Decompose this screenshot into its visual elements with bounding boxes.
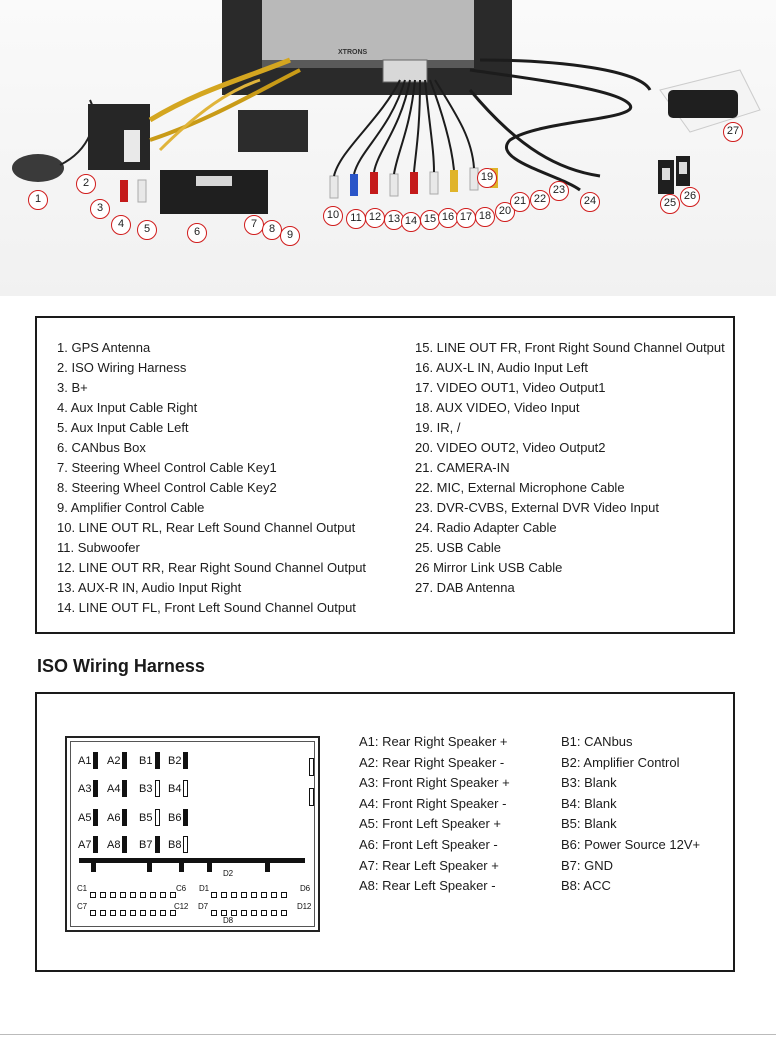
list-item: A6: Front Left Speaker - xyxy=(359,836,498,852)
label-c12: C12 xyxy=(174,902,189,911)
pin-a5 xyxy=(93,809,98,826)
pin-label-b6: B6 xyxy=(168,812,182,824)
pin-row-d1-d6 xyxy=(211,885,291,894)
callout-9: 9 xyxy=(280,226,300,246)
list-item: 8. Steering Wheel Control Cable Key2 xyxy=(57,480,277,495)
list-item: 3. B+ xyxy=(57,380,88,395)
pin-row-d7-d12 xyxy=(211,903,291,912)
pin-list-b xyxy=(561,732,700,897)
port-block xyxy=(383,60,427,82)
list-item: 2. ISO Wiring Harness xyxy=(57,360,187,375)
product-photo xyxy=(0,0,776,296)
list-item: 27. DAB Antenna xyxy=(415,580,515,595)
callout-6: 6 xyxy=(187,223,207,243)
list-item: 7. Steering Wheel Control Cable Key1 xyxy=(57,460,277,475)
label-d7: D7 xyxy=(198,902,208,911)
head-unit-chassis xyxy=(262,0,474,62)
pin-row-c1-c6 xyxy=(90,885,180,894)
list-item: 22. MIC, External Microphone Cable xyxy=(415,480,625,495)
list-item: A2: Rear Right Speaker - xyxy=(359,754,505,770)
iso-box xyxy=(35,692,735,972)
cable-illustration xyxy=(0,0,776,296)
label-c6: C6 xyxy=(176,884,186,893)
list-item: 24. Radio Adapter Cable xyxy=(415,520,557,535)
callout-5: 5 xyxy=(137,220,157,240)
callout-25: 25 xyxy=(660,194,680,214)
list-item: 20. VIDEO OUT2, Video Output2 xyxy=(415,440,606,455)
connector-rail xyxy=(79,858,305,863)
pin-a8 xyxy=(122,836,127,853)
list-item: 21. CAMERA-IN xyxy=(415,460,510,475)
label-c1: C1 xyxy=(77,884,87,893)
list-item: 25. USB Cable xyxy=(415,540,501,555)
pin-label-a1: A1 xyxy=(78,755,92,767)
callout-19: 19 xyxy=(477,168,497,188)
callout-10: 10 xyxy=(323,206,343,226)
list-item: 16. AUX-L IN, Audio Input Left xyxy=(415,360,588,375)
callout-27: 27 xyxy=(723,122,743,142)
pin-label-a6: A6 xyxy=(107,812,121,824)
callout-12: 12 xyxy=(365,208,385,228)
list-item: 5. Aux Input Cable Left xyxy=(57,420,189,435)
pin-a3 xyxy=(93,780,98,797)
list-item: B1: CANbus xyxy=(561,734,633,749)
pin-b6 xyxy=(183,809,188,826)
dab-antenna xyxy=(668,90,738,118)
list-item: 12. LINE OUT RR, Rear Right Sound Channel Output xyxy=(57,560,367,575)
adapter-box xyxy=(238,110,308,152)
callout-4: 4 xyxy=(111,215,131,235)
bottom-divider xyxy=(0,1034,776,1035)
callout-16: 16 xyxy=(438,208,458,228)
list-item: 1. GPS Antenna xyxy=(57,340,151,355)
list-item: A4: Front Right Speaker - xyxy=(359,795,507,811)
pin-a4 xyxy=(122,780,127,797)
list-item: A1: Rear Right Speaker + xyxy=(359,734,508,749)
pin-a2 xyxy=(122,752,127,769)
callout-7: 7 xyxy=(244,215,264,235)
pin-a7 xyxy=(93,836,98,853)
pin-label-a8: A8 xyxy=(107,839,121,851)
iso-plug xyxy=(88,104,150,170)
parts-list-left xyxy=(57,338,366,618)
pin-b1 xyxy=(155,752,160,769)
parts-list-right xyxy=(415,338,725,598)
label-d1: D1 xyxy=(199,884,209,893)
pin-list-a xyxy=(359,732,510,897)
pin-label-b7: B7 xyxy=(139,839,153,851)
callout-8: 8 xyxy=(262,220,282,240)
label-d8: D8 xyxy=(223,916,233,925)
list-item: B2: Amplifier Control xyxy=(561,754,680,770)
list-item: B6: Power Source 12V+ xyxy=(561,836,701,852)
list-item: B5: Blank xyxy=(561,816,617,832)
label-d12: D12 xyxy=(297,902,312,911)
callout-1: 1 xyxy=(28,190,48,210)
callout-2: 2 xyxy=(76,174,96,194)
rail-tick xyxy=(91,860,96,872)
list-item: 18. AUX VIDEO, Video Input xyxy=(415,400,580,415)
pin-label-a4: A4 xyxy=(107,783,121,795)
list-item: 9. Amplifier Control Cable xyxy=(57,500,205,515)
rail-tick xyxy=(207,860,212,872)
gps-antenna xyxy=(12,154,64,182)
list-item: A5: Front Left Speaker + xyxy=(359,816,501,832)
callout-23: 23 xyxy=(549,181,569,201)
callout-14: 14 xyxy=(401,212,421,232)
list-item: 23. DVR-CVBS, External DVR Video Input xyxy=(415,500,659,515)
callout-15: 15 xyxy=(420,210,440,230)
pin-label-a2: A2 xyxy=(107,755,121,767)
callout-3: 3 xyxy=(90,199,110,219)
list-item: A3: Front Right Speaker + xyxy=(359,775,510,791)
list-item: 17. VIDEO OUT1, Video Output1 xyxy=(415,380,606,395)
pin-b4 xyxy=(183,780,188,797)
pin-label-b5: B5 xyxy=(139,812,153,824)
callout-21: 21 xyxy=(510,192,530,212)
list-item: 15. LINE OUT FR, Front Right Sound Channel Output xyxy=(415,340,725,355)
rail-tick xyxy=(147,860,152,872)
list-item: B4: Blank xyxy=(561,795,617,811)
pin-label-b2: B2 xyxy=(168,755,182,767)
list-item: 4. Aux Input Cable Right xyxy=(57,400,198,415)
pin-label-a7: A7 xyxy=(78,839,92,851)
list-item: 11. Subwoofer xyxy=(57,540,140,555)
label-c7: C7 xyxy=(77,902,87,911)
connector-inner-frame xyxy=(70,741,315,927)
callout-17: 17 xyxy=(456,208,476,228)
list-item: B8: ACC xyxy=(561,878,611,894)
label-d6: D6 xyxy=(300,884,310,893)
rail-tick xyxy=(179,860,184,872)
callout-26: 26 xyxy=(680,187,700,207)
callout-13: 13 xyxy=(384,210,404,230)
callout-20: 20 xyxy=(495,202,515,222)
pin-label-a3: A3 xyxy=(78,783,92,795)
list-item: A7: Rear Left Speaker + xyxy=(359,857,499,873)
pin-label-b1: B1 xyxy=(139,755,153,767)
list-item: 19. IR, / xyxy=(415,420,461,435)
pin-b5 xyxy=(155,809,160,826)
side-slot xyxy=(309,788,314,806)
iso-connector-diagram xyxy=(65,736,320,932)
list-item: 6. CANbus Box xyxy=(57,440,146,455)
parts-list-box xyxy=(35,316,735,634)
pin-b2 xyxy=(183,752,188,769)
list-item: A8: Rear Left Speaker - xyxy=(359,878,496,894)
brand-mark: XTRONS xyxy=(338,49,368,56)
pin-b8 xyxy=(183,836,188,853)
list-item: 10. LINE OUT RL, Rear Left Sound Channel Output xyxy=(57,520,356,535)
pin-label-a5: A5 xyxy=(78,812,92,824)
list-item: 13. AUX-R IN, Audio Input Right xyxy=(57,580,242,595)
pin-row-c7-c12 xyxy=(90,903,180,912)
pin-label-b3: B3 xyxy=(139,783,153,795)
callout-24: 24 xyxy=(580,192,600,212)
section-title: ISO Wiring Harness xyxy=(37,656,205,676)
pin-a1 xyxy=(93,752,98,769)
callout-18: 18 xyxy=(475,207,495,227)
callout-22: 22 xyxy=(530,190,550,210)
list-item: B7: GND xyxy=(561,857,614,873)
side-slot xyxy=(309,758,314,776)
list-item: 14. LINE OUT FL, Front Left Sound Channel Output xyxy=(57,600,356,615)
label-d2: D2 xyxy=(223,869,233,878)
pin-b3 xyxy=(155,780,160,797)
pin-label-b4: B4 xyxy=(168,783,182,795)
list-item: 26 Mirror Link USB Cable xyxy=(415,560,563,575)
pin-a6 xyxy=(122,809,127,826)
pin-b7 xyxy=(155,836,160,853)
pin-label-b8: B8 xyxy=(168,839,182,851)
callout-11: 11 xyxy=(346,209,366,229)
rail-tick xyxy=(265,860,270,872)
list-item: B3: Blank xyxy=(561,775,617,791)
